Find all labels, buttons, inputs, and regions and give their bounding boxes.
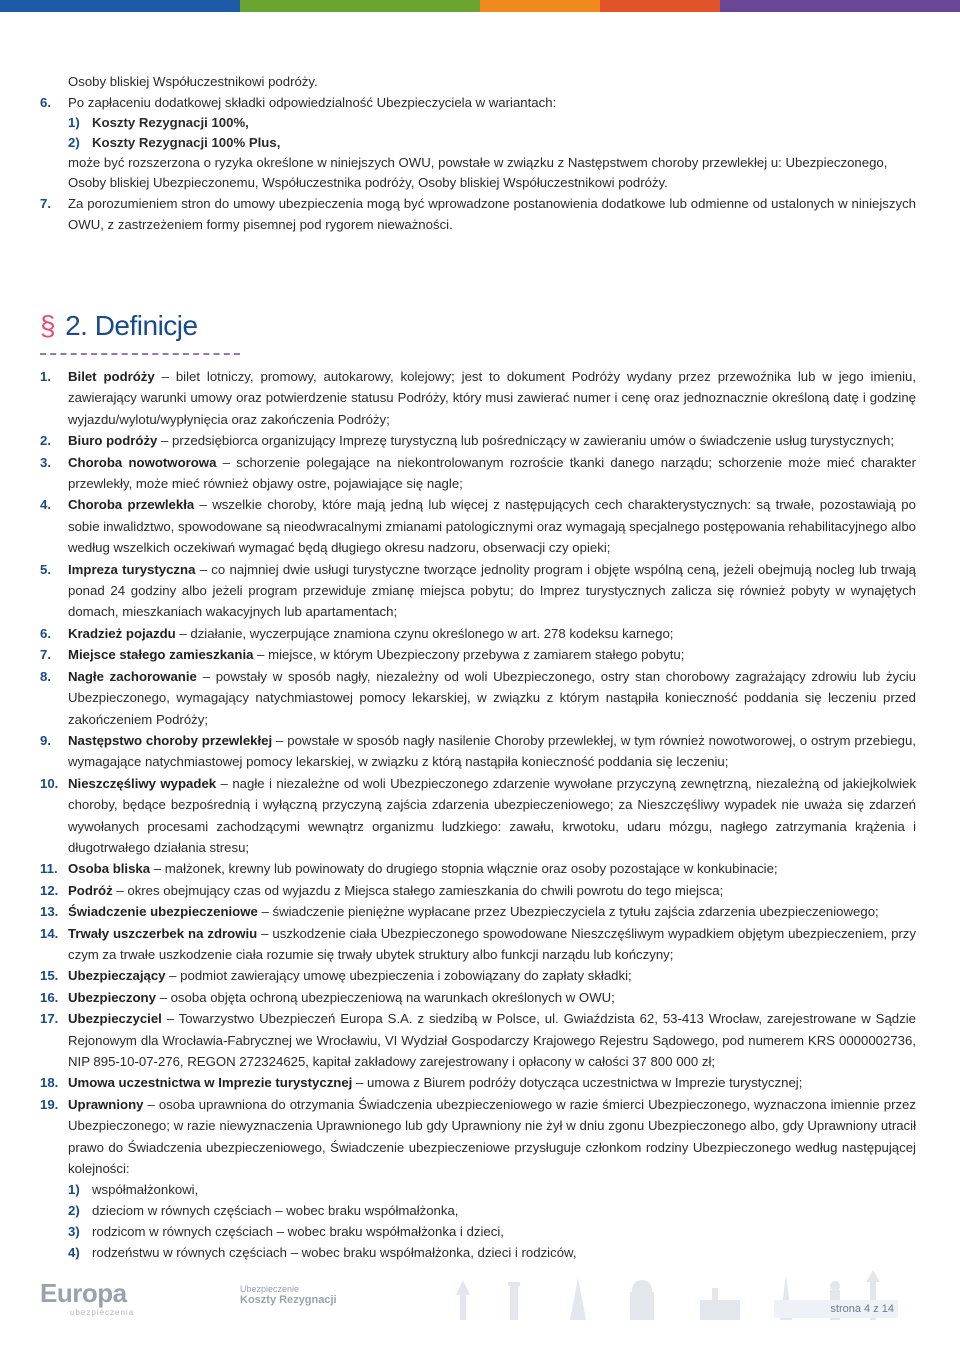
intro-continuation: może być rozszerzona o ryzyka określone w niniejszych OWU, powstałe w związku z Następstwem choroby przewlekłej u: Ubezpieczonego,: [68, 155, 888, 170]
definition-number: 1.: [40, 369, 51, 384]
definition-number: 14.: [40, 925, 59, 941]
definition-term: Świadczenie ubezpieczeniowe: [68, 904, 258, 920]
section-title: [40, 310, 198, 342]
definition-term: Ubezpieczyciel: [68, 1011, 162, 1027]
definition-term: Ubezpieczony: [68, 989, 156, 1005]
definition-text: – schorzenie polegające na niekontrolowanym rozroście tkanki danego narządu; schorzenie może mieć charakter przewlekły, może mieć również objawy ostre, pojawiające się nagle;: [68, 454, 916, 492]
definition-item: [40, 901, 916, 922]
definition-item: [40, 880, 916, 901]
definition-text: – nagłe i niezależne od woli Ubezpieczonego zdarzenie wywołane przyczyną zewnętrzną, niezależną od jakiejkolwiek choroby, będące bezpośrednią i wyłączną przyczyną zajścia zdarzenia ubezpieczeniowego; za Nieszczęśliwy wypadek nie uważa się zdarzeń wywołanych procesami zachodzącymi wewnątrz organizmu ludzkiego: zawału, krwotoku, udaru mózgu, nagłego zatrzymania krążenia i długotrwałego działania stresu;: [68, 775, 916, 855]
definition-term: Impreza turystyczna: [68, 561, 196, 577]
variant-label: Koszty Rezygnacji 100% Plus,: [92, 135, 281, 150]
definition-item: [40, 430, 916, 451]
intro-line: Osoby bliskiej Współuczestnikowi podróży.: [68, 74, 318, 89]
intro-item-6: [40, 92, 916, 113]
definition-number: 5.: [40, 561, 51, 577]
definition-term: Bilet podróży: [68, 369, 155, 384]
sub-number: 1): [68, 115, 80, 130]
europa-logo: Europa: [40, 1278, 127, 1308]
definition-number: 11.: [40, 861, 58, 877]
definition-item: [40, 494, 916, 558]
definition-term: Uprawniony: [68, 1096, 144, 1112]
definition-number: 17.: [40, 1011, 59, 1027]
heir-order-item: [40, 1221, 916, 1242]
product-brand-line2: Koszty Rezygnacji: [240, 1294, 337, 1306]
intro-continuation: Osoby bliskiej Ubezpieczonemu, Współuczestnika podróży, Osoby bliskiej Współuczestnikowi podróży.: [68, 175, 668, 190]
sub-text: współmałżonkowi,: [92, 1182, 199, 1198]
footer: [40, 1270, 920, 1318]
variant-label: Koszty Rezygnacji 100%,: [92, 115, 249, 130]
definition-text: – osoba uprawniona do otrzymania Świadczenia ubezpieczeniowego w razie śmierci Ubezpieczonego, wyznaczona imiennie przez Ubezpieczonego; w razie niewyznaczenia Uprawnionego lub gdy Uprawniony nie żył w dniu zgonu Ubezpieczonego albo, gdy Uprawniony utracił prawo do Świadczenia ubezpieczeniowego, Świadczenie ubezpieczeniowe przysługuje członkom rodziny Ubezpieczonego według następującej kolejności:: [68, 1096, 916, 1177]
definition-number: 10.: [40, 775, 59, 791]
definition-number: 7.: [40, 647, 51, 663]
definition-text: – Towarzystwo Ubezpieczeń Europa S.A. z siedzibą w Polsce, ul. Gwiaździsta 62, 53-413 Wrocław, zarejestrowane w Sądzie Rejonowym dla Wrocławia-Fabrycznej we Wrocławiu, VI Wydział Gospodarczy Krajowego Rejestru Sądowego, pod numerem KRS 0000002736, NIP 895-10-07-276, REGON 272324625, kapitał zakładowy zarejestrowany i opłacony w całości 37 800 000 zł;: [68, 1011, 916, 1069]
definition-item: [40, 452, 916, 495]
definition-text: – przedsiębiorca organizujący Imprezę turystyczną lub pośredniczący w zawieraniu umów o świadczenie usług turystycznych;: [157, 433, 895, 449]
definition-text: – powstałe w sposób nagły nasilenie Choroby przewlekłej, w tym również nowotworowej, o ostrym przebiegu, wymagające natychmiastowej pomocy lekarskiej, w związku z którą nastąpiła konieczność poddania się leczeniu;: [68, 732, 917, 770]
definition-text: – okres obejmujący czas od wyjazdu z Miejsca stałego zamieszkania do chwili powrotu do tego miejsca;: [112, 882, 724, 898]
intro-block: [40, 72, 916, 235]
definition-term: Ubezpieczający: [68, 968, 166, 984]
definition-text: – podmiot zawierający umowę ubezpieczenia i zobowiązany do zapłaty składki;: [165, 968, 632, 984]
variant-2: [40, 133, 916, 153]
definition-text: – powstały w sposób nagły, niezależny od woli Ubezpieczonego, ostry stan chorobowy zagrażający zdrowiu lub życiu Ubezpieczonego, wymagający natychmiastowej pomocy lekarskiej, w związku z którym nastąpiła konieczność poddania się leczeniu przed zakończeniem Podróży;: [68, 668, 916, 727]
definition-text: – osoba objęta ochroną ubezpieczeniową na warunkach określonych w OWU;: [155, 989, 615, 1005]
definition-number: 6.: [40, 625, 51, 641]
definition-item: [40, 644, 916, 665]
definition-item: [40, 730, 916, 773]
sub-text: rodzicom w równych częściach – wobec braku współmałżonka i dzieci,: [92, 1224, 504, 1240]
definition-text: – bilet lotniczy, promowy, autokarowy, kolejowy; jest to dokument Podróży wydany przez przewoźnika lub w jego imieniu, zawierający warunki umowy oraz potwierdzenie statusu Podróży, który musi zawierać numer i cenę oraz jednoznacznie określoną datę i godzinę wyjazdu/wylotu/wypłynięcia oraz zakończenia Podróży;: [68, 369, 917, 427]
definition-number: 19.: [40, 1096, 59, 1112]
sub-number: 3): [68, 1224, 80, 1240]
definition-item: [40, 923, 916, 966]
sub-number: 2): [68, 1203, 80, 1219]
definition-text: – miejsce, w którym Ubezpieczony przebywa z zamiarem stałego pobytu;: [253, 647, 685, 663]
top-bar-segment-orange: [480, 0, 600, 12]
definition-item: [40, 858, 916, 879]
section-title-text: 2. Definicje: [65, 310, 198, 341]
definition-text: – co najmniej dwie usługi turystyczne tworzące jednolity program i objęte wspólną ceną, jeżeli obejmują nocleg lub trwają ponad 24 godziny albo jeżeli program przewiduje zmianę miejsca pobytu; do Imprez turystycznych zalicza się również pobyty w wynajętych domach, mieszkaniach wakacyjnych lub apartamentach;: [68, 561, 917, 620]
item-number: 7.: [40, 196, 51, 211]
definition-term: Następstwo choroby przewlekłej: [68, 732, 273, 748]
definition-text: – uszkodzenie ciała Ubezpieczonego spowodowane Nieszczęśliwym wypadkiem objętym ubezpieczeniem, przy czym za trwałe uszkodzenie ciała rozumie się trwały ubytek struktury albo funkcji narządu lub kończyny;: [68, 925, 916, 962]
definition-number: 13.: [40, 904, 59, 920]
definition-term: Osoba bliska: [68, 861, 151, 877]
definition-term: Nieszczęśliwy wypadek: [68, 775, 217, 791]
top-bar-segment-purple: [720, 0, 960, 12]
definition-number: 2.: [40, 433, 51, 449]
definition-text: – działanie, wyczerpujące znamiona czynu określonego w art. 278 kodeksu karnego;: [175, 625, 674, 641]
item-text: Po zapłaceniu dodatkowej składki odpowiedzialność Ubezpieczyciela w wariantach:: [68, 95, 557, 110]
definition-term: Choroba nowotworowa: [68, 454, 217, 470]
definition-item: [40, 773, 916, 859]
sub-number: 1): [68, 1182, 80, 1198]
definition-term: Trwały uszczerbek na zdrowiu: [68, 925, 258, 941]
definition-number: 18.: [40, 1075, 59, 1091]
definition-term: Podróż: [68, 882, 113, 898]
heir-order-item: [40, 1200, 916, 1221]
definition-term: Kradzież pojazdu: [68, 625, 176, 641]
definition-term: Nagłe zachorowanie: [68, 668, 197, 684]
item-number: 6.: [40, 95, 51, 110]
sub-text: dzieciom w równych częściach – wobec braku współmałżonka,: [92, 1203, 459, 1219]
section-heading: [40, 310, 198, 342]
sub-number: 4): [68, 1245, 80, 1261]
top-color-bar: [0, 0, 960, 12]
definition-number: 15.: [40, 968, 59, 984]
definition-text: – wszelkie choroby, które mają jedną lub więcej z następujących cech charakterystycznych: są trwałe, pozostawiają po sobie inwalidztwo, spowodowane są nieodwracalnymi zmianami patologicznymi oraz wymagają specjalnego postępowania rehabilitacyjnego albo według wszelkich oczekiwań wymagać będą długiego okresu nadzoru, obserwacji czy opieki;: [68, 497, 916, 556]
definitions-list: [40, 366, 916, 1263]
definition-text: – świadczenie pieniężne wypłacane przez Ubezpieczyciela z tytułu zajścia zdarzenia ubezpieczeniowego;: [257, 904, 879, 920]
definition-item: [40, 666, 916, 730]
definition-term: Choroba przewlekła: [68, 497, 195, 513]
europa-logo-sub: ubezpieczenia: [70, 1308, 135, 1317]
definition-number: 4.: [40, 497, 51, 513]
definition-item: [40, 987, 916, 1008]
sub-number: 2): [68, 135, 80, 150]
definition-text: – małżonek, krewny lub powinowaty do drugiego stopnia włącznie oraz osoby pozostające w konkubinacie;: [150, 861, 778, 877]
definition-text: – umowa z Biurem podróży dotycząca uczestnictwa w Imprezie turystycznej;: [352, 1075, 803, 1091]
top-bar-segment-green: [240, 0, 480, 12]
item-text: Za porozumieniem stron do umowy ubezpieczenia mogą być wprowadzone postanowienia dodatkowe lub odmienne od ustalonych w niniejszych OWU, z zastrzeżeniem formy pisemnej pod rygorem nieważności.: [68, 196, 916, 232]
definition-item: [40, 1072, 916, 1093]
definition-term: Biuro podróży: [68, 433, 158, 449]
sub-text: rodzeństwu w równych częściach – wobec braku współmałżonka, dzieci i rodziców,: [92, 1245, 577, 1261]
definition-term: Miejsce stałego zamieszkania: [68, 647, 254, 663]
definition-number: 12.: [40, 882, 59, 898]
intro-item-7: [40, 193, 916, 235]
definition-item: [40, 1094, 916, 1180]
definition-number: 3.: [40, 454, 51, 470]
heir-order-item: [40, 1242, 916, 1263]
definition-item: [40, 965, 916, 986]
product-brand: [240, 1284, 337, 1306]
top-bar-segment-blue: [0, 0, 240, 12]
definition-number: 8.: [40, 668, 51, 684]
definition-term: Umowa uczestnictwa w Imprezie turystycznej: [68, 1075, 353, 1091]
section-sign: §: [40, 310, 56, 341]
variant-1: [40, 113, 916, 133]
definition-item: [40, 623, 916, 644]
definition-number: 9.: [40, 732, 51, 748]
definition-item: [40, 1008, 916, 1072]
product-brand-line1: Ubezpieczenie: [240, 1284, 300, 1294]
definition-number: 16.: [40, 989, 59, 1005]
definition-item: [40, 559, 916, 623]
definition-item: [40, 366, 916, 430]
heir-order-item: [40, 1179, 916, 1200]
page-number: strona 4 z 14: [774, 1300, 898, 1318]
top-bar-segment-red: [600, 0, 720, 12]
dashed-underline: [40, 353, 240, 355]
